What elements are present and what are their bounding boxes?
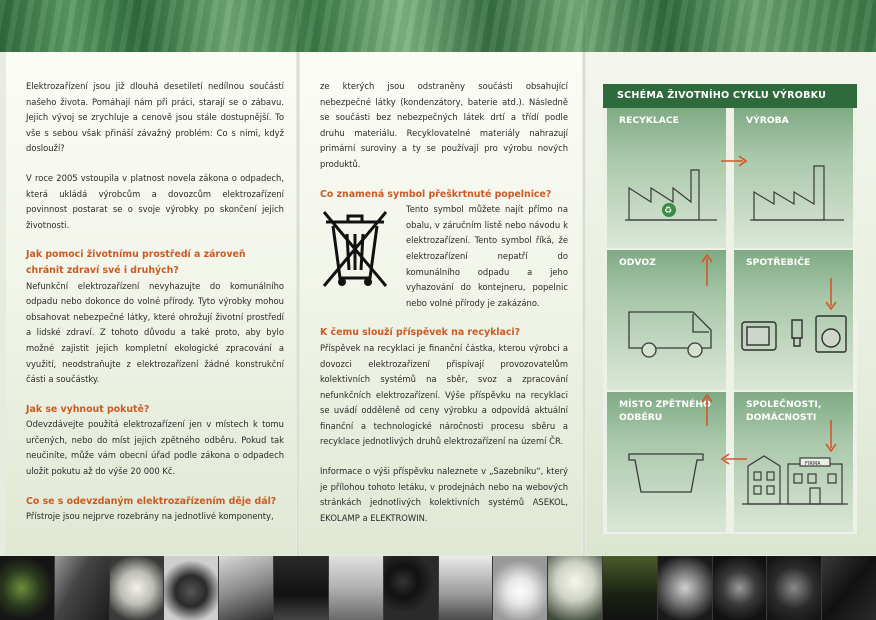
info-paragraph: Informace o výši příspěvku naleznete v „Sazebníku“, který je přílohou tohoto letáku, v prodejnách nebo na webových stránkách jednotlivých kolektivních systémů ASEKOL, EKOLAMP a ELEKTROWIN. <box>320 466 568 523</box>
tv-icon <box>274 556 329 620</box>
fold-line <box>583 0 585 620</box>
speaker-icon <box>164 556 219 620</box>
heading-next: Co se s odevzdaným elektrozařízením děje dál? <box>26 495 277 507</box>
heading-fine: Jak se vyhnout pokutě? <box>26 403 150 415</box>
law-paragraph: V roce 2005 vstoupila v platnost novela zákona o odpadech, která ukládá výrobcům a dovozcům elektrozařízení povinnost postarat se o svoje výrobky po skončení jejich životnosti. <box>26 172 284 230</box>
arrow-up-icon <box>700 392 714 428</box>
arrow-down-icon <box>824 276 838 312</box>
column-middle <box>320 79 568 526</box>
label-households: SPOLEČNOSTI, DOMÁCNOSTI <box>746 399 822 423</box>
continued-paragraph: ze kterých jsou odstraněny součásti obsahující nebezpečné látky (kondenzátory, baterie atd.). Následně se součásti bez nebezpečných látek drtí a třídí podle druhu materiálu. Recyklovatelné materiály nahrazují primární suroviny a ty se používají pro výrobu nových produktů. <box>320 81 568 169</box>
dvd-icon <box>329 556 384 620</box>
cell-appliances <box>734 250 853 390</box>
kettle-icon <box>658 556 713 620</box>
coffee-machine-icon <box>439 556 494 620</box>
laptop-icon <box>603 556 658 620</box>
recycling-factory-icon <box>607 108 726 248</box>
appliances-icon <box>734 250 853 390</box>
fan-icon <box>713 556 768 620</box>
mp3-player-icon <box>493 556 548 620</box>
heading-symbol: Co znamená symbol přeškrtnuté popelnice? <box>320 188 552 200</box>
next-paragraph: Přístroje jsou nejprve rozebrány na jednotlivé komponenty, <box>26 511 274 522</box>
arrow-up-icon <box>700 252 714 288</box>
heading-protect: Jak pomoci životnímu prostředí a zároveň chránit zdraví své i druhých? <box>26 249 246 276</box>
stove-icon <box>384 556 439 620</box>
label-appliances: SPOTŘEBIČE <box>746 257 811 268</box>
label-transport: ODVOZ <box>619 257 656 268</box>
cell-recycling <box>607 108 726 248</box>
lamp-icon <box>110 556 165 620</box>
intro-paragraph: Elektrozařízení jsou již dlouhá desetiletí nedílnou součástí našeho života. Pomáhají nám při práci, starají se o zábavu. Jejich vývoj se zrychluje a cenově jsou stále dostupnější. To vše s sebou však přináší závažný problém: Co s nimi, když doslouží? <box>26 81 284 154</box>
label-recycling: RECYKLACE <box>619 115 679 126</box>
protect-paragraph: Nefunkční elektrozařízení nevyhazujte do komunálního odpadu nebo dokonce do volné přírody. Tyto výrobky mohou obsahovat nebezpečné látky, které ohrožují životní prostředí a lidské zdraví. Z tohoto důvodu a také proto, aby bylo možné zajistit jejich kompletní ekologické zpracování a využití, neodstraňujte z elektrozařízení žádné konstrukční části a součástky. <box>26 280 284 385</box>
cell-households <box>734 392 853 532</box>
top-banner <box>0 0 876 52</box>
fee-paragraph: Příspěvek na recyklaci je finanční částka, kterou výrobci a dovozci elektrozařízení přispívají provozovatelům kolektivních systémů na sběr, svoz a zpracování nefunkčních elektrozařízení. Výše příspěvku na recyklaci se uvádí odděleně od ceny výrobku a odpovídá aktuální finanční a technologické náročnosti procesu sběru a recyklace jednotlivých druhů elektrozařízení na území ČR. <box>320 342 568 447</box>
phone-icon <box>55 556 110 620</box>
bulb-icon <box>548 556 603 620</box>
appliance-photo-strip <box>0 556 876 620</box>
drill-icon <box>0 556 55 620</box>
label-collection-point: MÍSTO ZPĚTNÉHO ODBĚRU <box>619 399 711 423</box>
diagram-title: SCHÉMA ŽIVOTNÍHO CYKLU VÝROBKU <box>603 84 857 108</box>
hairdryer-icon <box>822 556 876 620</box>
label-production: VÝROBA <box>746 115 789 126</box>
shaver-icon <box>767 556 822 620</box>
arrow-down-icon <box>824 418 838 454</box>
svg-text:♻: ♻ <box>664 206 673 216</box>
buildings-icon <box>734 392 853 532</box>
arrow-right-icon <box>719 154 749 168</box>
scale-icon <box>219 556 274 620</box>
firm-sign: FIRMA <box>805 461 821 467</box>
lifecycle-diagram <box>603 84 857 534</box>
crossed-bin-icon <box>320 202 398 311</box>
factory-icon <box>734 108 853 248</box>
cell-production <box>734 108 853 248</box>
fold-line <box>297 0 299 620</box>
heading-fee: K čemu slouží příspěvek na recyklaci? <box>320 327 521 339</box>
arrow-left-icon <box>719 452 749 466</box>
fine-paragraph: Odevzdávejte použitá elektrozařízení jen v místech k tomu určených, nebo do míst jejich zpětného odběru. Pokud tak neučiníte, může vám obecní úřad podle zákona o odpadech uložit pokutu až do výše 20 000 Kč. <box>26 419 284 477</box>
column-left <box>26 79 284 525</box>
symbol-paragraph: Tento symbol můžete najít přímo na obalu, v záručním listě nebo návodu k elektrozařízení. Tento symbol říká, že elektrozařízení nepatří do komunálního odpadu a jeho vyhazování do kontejneru, popelnic nebo volné přírody je zakázáno. <box>406 204 568 308</box>
